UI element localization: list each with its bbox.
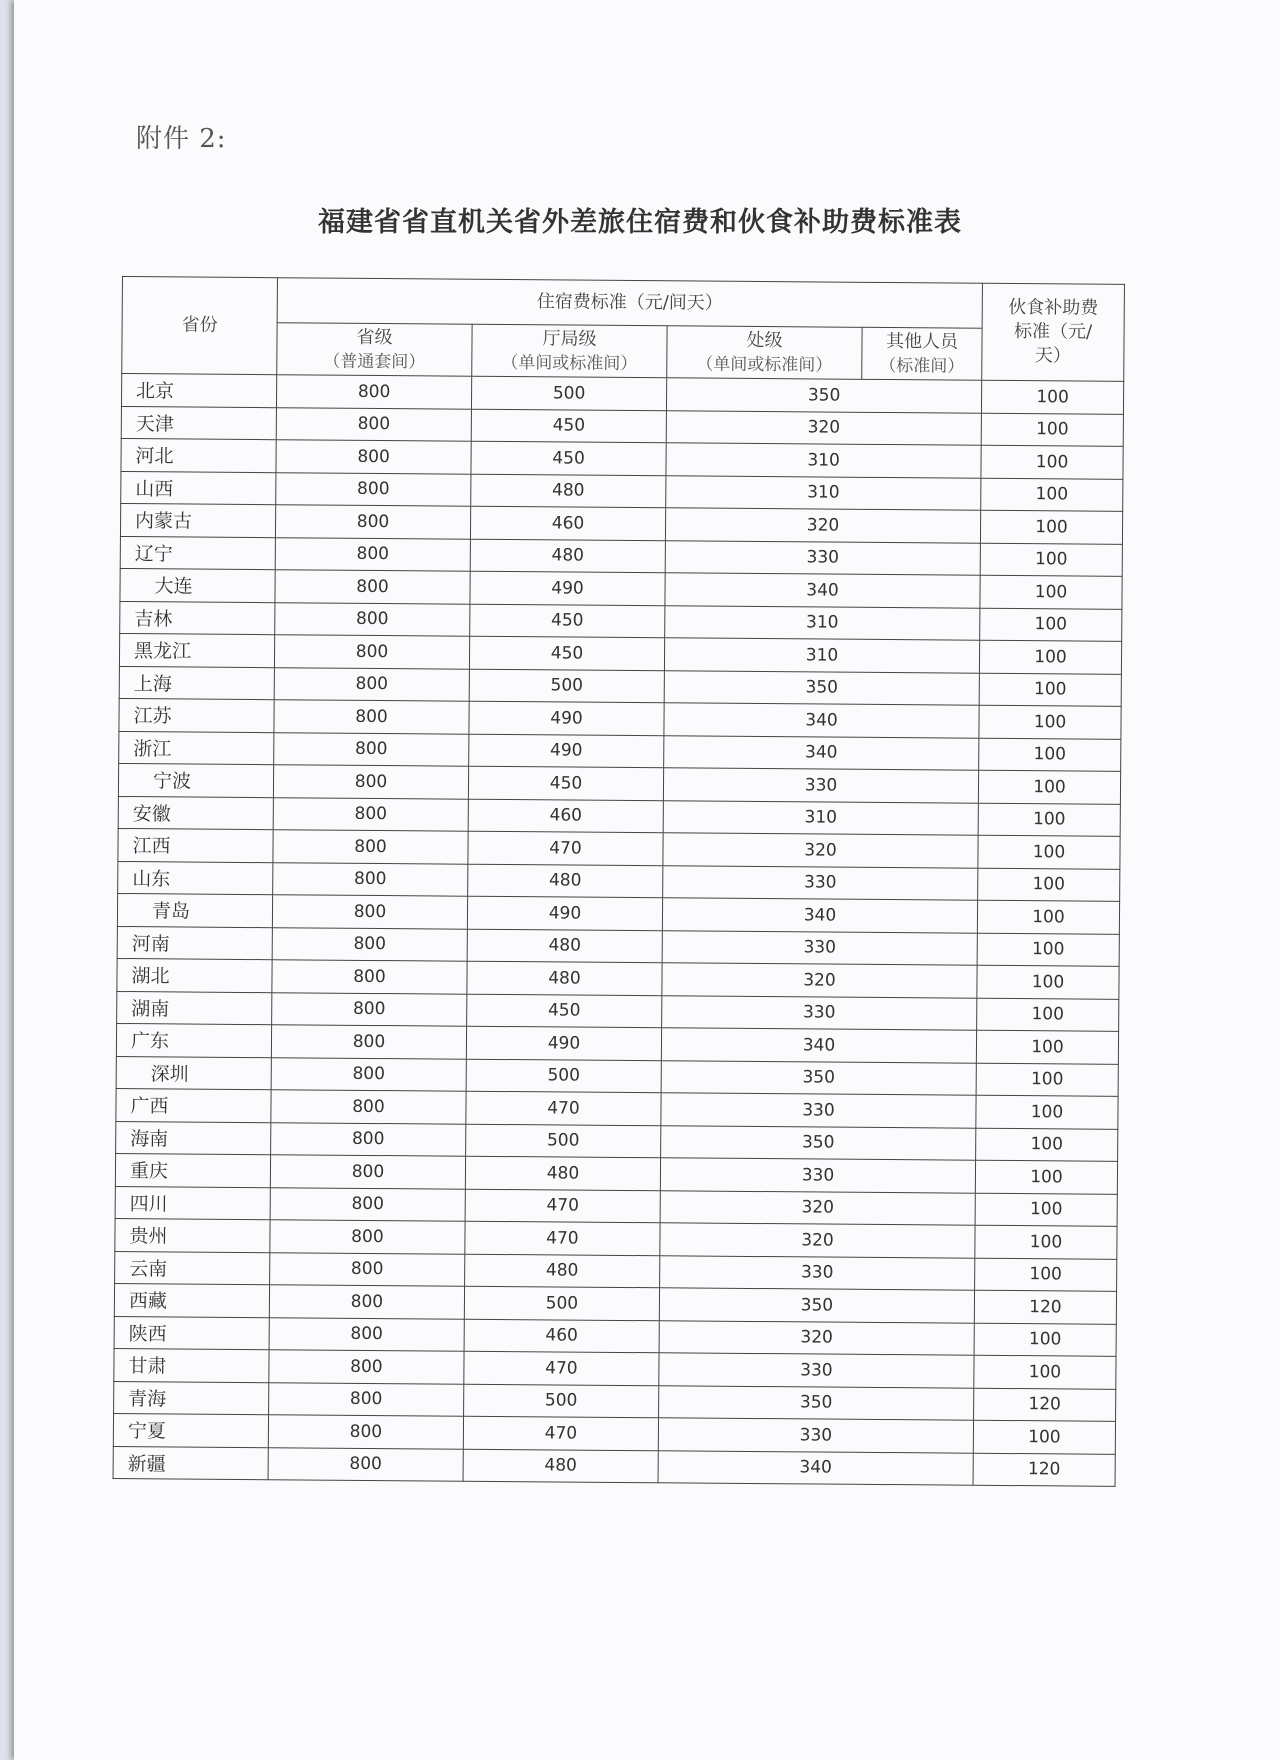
cell-meal: 100 (980, 608, 1122, 642)
cell-provincial: 800 (269, 1317, 464, 1351)
cell-provincial: 800 (272, 992, 467, 1026)
header-lodging-group: 住宿费标准（元/间天） (277, 278, 982, 329)
cell-province: 内蒙古 (120, 503, 275, 537)
cell-bureau: 490 (470, 571, 665, 605)
cell-bureau: 490 (469, 734, 664, 768)
cell-provincial: 800 (273, 797, 468, 831)
cell-bureau: 480 (471, 474, 666, 508)
cell-province: 浙江 (119, 731, 274, 765)
cell-province: 甘肃 (114, 1348, 269, 1382)
cell-meal: 100 (977, 900, 1119, 934)
cell-bureau: 470 (465, 1221, 660, 1255)
cell-provincial: 800 (271, 1122, 466, 1156)
cell-meal: 100 (976, 1030, 1118, 1064)
cell-meal: 100 (973, 1420, 1115, 1454)
cell-division-other: 330 (661, 1093, 976, 1128)
header-province: 省份 (122, 277, 278, 375)
cell-provincial: 800 (273, 830, 468, 864)
cell-meal: 100 (978, 868, 1120, 902)
cell-division-other: 340 (665, 573, 980, 608)
cell-division-other: 320 (660, 1223, 975, 1258)
cell-provincial: 800 (272, 927, 467, 961)
cell-bureau: 480 (467, 929, 662, 963)
standards-table-container (113, 276, 1124, 1487)
header-bureau (472, 324, 667, 378)
cell-division-other: 350 (661, 1125, 976, 1160)
cell-meal: 100 (974, 1355, 1116, 1389)
cell-division-other: 350 (659, 1385, 974, 1420)
cell-division-other: 350 (664, 670, 979, 705)
cell-province: 天津 (121, 406, 276, 440)
cell-provincial: 800 (272, 960, 467, 994)
cell-division-other: 330 (663, 865, 978, 900)
header-provincial (277, 323, 472, 377)
cell-meal: 100 (979, 738, 1121, 772)
cell-meal: 100 (975, 1193, 1117, 1227)
cell-bureau: 480 (465, 1156, 660, 1190)
cell-provincial: 800 (268, 1447, 463, 1481)
cell-provincial: 800 (275, 505, 470, 539)
cell-province: 河北 (121, 438, 276, 472)
cell-meal: 100 (977, 965, 1119, 999)
cell-province: 江西 (118, 828, 273, 862)
cell-division-other: 320 (660, 1190, 975, 1225)
cell-bureau: 480 (465, 1254, 660, 1288)
cell-province: 宁夏 (113, 1413, 268, 1447)
cell-meal: 100 (979, 673, 1121, 707)
cell-province: 安徽 (118, 796, 273, 830)
cell-division-other: 340 (664, 735, 979, 770)
cell-division-other: 350 (659, 1288, 974, 1323)
cell-provincial: 800 (270, 1187, 465, 1221)
cell-province: 深圳 (116, 1056, 271, 1090)
header-other-label: 其他人员 (885, 330, 959, 353)
header-division (667, 326, 862, 380)
cell-provincial: 800 (274, 635, 469, 669)
cell-bureau: 480 (470, 539, 665, 573)
cell-province: 广东 (116, 1023, 271, 1057)
cell-province: 西藏 (114, 1283, 269, 1317)
header-provincial-label: 省级 (356, 326, 393, 348)
cell-province: 河南 (117, 926, 272, 960)
cell-division-other: 340 (662, 898, 977, 933)
cell-division-other: 320 (666, 410, 981, 445)
cell-provincial: 800 (275, 602, 470, 636)
cell-meal: 100 (980, 543, 1122, 577)
cell-bureau: 450 (471, 409, 666, 443)
header-meal: 伙食补助费标准（元/天） (982, 283, 1125, 381)
cell-province: 四川 (115, 1186, 270, 1220)
cell-division-other: 310 (663, 800, 978, 835)
cell-meal: 100 (978, 770, 1120, 804)
cell-meal: 120 (974, 1388, 1116, 1422)
cell-provincial: 800 (275, 537, 470, 571)
cell-province: 重庆 (115, 1153, 270, 1187)
cell-division-other: 340 (661, 1028, 976, 1063)
cell-provincial: 800 (271, 1090, 466, 1124)
cell-province: 上海 (119, 666, 274, 700)
cell-provincial: 800 (276, 407, 471, 441)
cell-meal: 100 (981, 380, 1123, 414)
cell-division-other: 310 (664, 638, 979, 673)
standards-table (113, 276, 1125, 1487)
cell-provincial: 800 (269, 1285, 464, 1319)
cell-bureau: 470 (465, 1189, 660, 1223)
cell-provincial: 800 (270, 1220, 465, 1254)
cell-provincial: 800 (274, 667, 469, 701)
cell-provincial: 800 (274, 700, 469, 734)
cell-provincial: 800 (269, 1382, 464, 1416)
cell-bureau: 460 (470, 506, 665, 540)
cell-bureau: 500 (464, 1384, 659, 1418)
cell-province: 山西 (121, 471, 276, 505)
cell-bureau: 500 (464, 1286, 659, 1320)
cell-bureau: 450 (469, 636, 664, 670)
cell-division-other: 330 (662, 995, 977, 1030)
cell-province: 湖北 (117, 958, 272, 992)
cell-division-other: 350 (661, 1060, 976, 1095)
cell-meal: 100 (977, 933, 1119, 967)
cell-bureau: 500 (469, 669, 664, 703)
cell-province: 新疆 (113, 1446, 268, 1480)
cell-provincial: 800 (271, 1025, 466, 1059)
cell-division-other: 330 (662, 930, 977, 965)
attachment-label: 附件 2: (136, 124, 227, 154)
cell-province: 湖南 (117, 991, 272, 1025)
cell-meal: 100 (981, 445, 1123, 479)
cell-meal: 100 (975, 1258, 1117, 1292)
cell-meal: 100 (976, 1128, 1118, 1162)
cell-provincial: 800 (276, 472, 471, 506)
cell-province: 江苏 (119, 698, 274, 732)
cell-province: 广西 (116, 1088, 271, 1122)
cell-provincial: 800 (273, 765, 468, 799)
cell-meal: 100 (980, 575, 1122, 609)
cell-meal: 100 (978, 803, 1120, 837)
header-provincial-sub: （普通套间） (323, 351, 426, 372)
cell-provincial: 800 (270, 1252, 465, 1286)
cell-meal: 100 (978, 835, 1120, 869)
cell-division-other: 330 (665, 540, 980, 575)
cell-province: 青海 (114, 1381, 269, 1415)
cell-division-other: 340 (664, 703, 979, 738)
cell-province: 吉林 (120, 601, 275, 635)
cell-division-other: 330 (660, 1158, 975, 1193)
cell-division-other: 330 (659, 1353, 974, 1388)
cell-bureau: 460 (464, 1319, 659, 1353)
cell-meal: 100 (981, 413, 1123, 447)
cell-division-other: 310 (665, 605, 980, 640)
cell-province: 云南 (115, 1251, 270, 1285)
cell-province: 山东 (118, 861, 273, 895)
cell-provincial: 800 (268, 1415, 463, 1449)
cell-province: 北京 (121, 374, 276, 408)
cell-provincial: 800 (272, 895, 467, 929)
cell-division-other: 320 (665, 508, 980, 543)
cell-division-other: 310 (666, 475, 981, 510)
document-title: 福建省省直机关省外差旅住宿费和伙食补助费标准表 (318, 207, 962, 238)
cell-bureau: 480 (463, 1449, 658, 1483)
cell-bureau: 450 (468, 766, 663, 800)
cell-bureau: 500 (466, 1124, 661, 1158)
cell-bureau: 450 (471, 441, 666, 475)
cell-bureau: 490 (469, 701, 664, 735)
cell-bureau: 480 (467, 961, 662, 995)
cell-provincial: 800 (276, 440, 471, 474)
cell-province: 贵州 (115, 1218, 270, 1252)
cell-provincial: 800 (273, 862, 468, 896)
cell-province: 宁波 (118, 763, 273, 797)
cell-bureau: 500 (471, 376, 666, 410)
cell-bureau: 470 (463, 1416, 658, 1450)
cell-meal: 100 (974, 1323, 1116, 1357)
cell-provincial: 800 (276, 375, 471, 409)
cell-bureau: 470 (468, 831, 663, 865)
cell-division-other: 320 (659, 1320, 974, 1355)
cell-division-other: 320 (663, 833, 978, 868)
header-division-sub: （单间或标准间） (696, 354, 833, 376)
cell-bureau: 470 (464, 1351, 659, 1385)
cell-province: 青岛 (117, 893, 272, 927)
cell-division-other: 330 (660, 1255, 975, 1290)
cell-meal: 100 (975, 1225, 1117, 1259)
cell-province: 黑龙江 (119, 633, 274, 667)
cell-division-other: 330 (658, 1418, 973, 1453)
table-body (113, 374, 1124, 1487)
cell-meal: 120 (973, 1453, 1115, 1487)
cell-provincial: 800 (275, 570, 470, 604)
cell-bureau: 450 (467, 994, 662, 1028)
header-other (862, 327, 982, 380)
cell-bureau: 490 (467, 896, 662, 930)
cell-meal: 100 (979, 640, 1121, 674)
cell-provincial: 800 (274, 732, 469, 766)
cell-provincial: 800 (270, 1155, 465, 1189)
cell-meal: 120 (974, 1290, 1116, 1324)
cell-division-other: 310 (666, 443, 981, 478)
cell-meal: 100 (977, 998, 1119, 1032)
header-division-label: 处级 (746, 329, 783, 351)
cell-meal: 100 (981, 478, 1123, 512)
cell-provincial: 800 (271, 1057, 466, 1091)
header-bureau-label: 厅局级 (542, 327, 597, 350)
cell-bureau: 480 (468, 864, 663, 898)
cell-province: 陕西 (114, 1316, 269, 1350)
cell-bureau: 500 (466, 1059, 661, 1093)
cell-meal: 100 (976, 1063, 1118, 1097)
cell-bureau: 450 (470, 604, 665, 638)
cell-division-other: 350 (666, 378, 981, 413)
cell-meal: 100 (976, 1095, 1118, 1129)
header-bureau-sub: （单间或标准间） (501, 352, 638, 374)
cell-division-other: 330 (663, 768, 978, 803)
cell-bureau: 490 (466, 1026, 661, 1060)
cell-province: 大连 (120, 568, 275, 602)
header-other-sub: （标准间） (879, 355, 965, 377)
cell-division-other: 320 (662, 963, 977, 998)
cell-province: 辽宁 (120, 536, 275, 570)
cell-meal: 100 (975, 1160, 1117, 1194)
cell-provincial: 800 (269, 1350, 464, 1384)
cell-division-other: 340 (658, 1450, 973, 1485)
cell-meal: 100 (980, 510, 1122, 544)
cell-province: 海南 (116, 1121, 271, 1155)
cell-meal: 100 (979, 705, 1121, 739)
cell-bureau: 470 (466, 1091, 661, 1125)
cell-bureau: 460 (468, 799, 663, 833)
